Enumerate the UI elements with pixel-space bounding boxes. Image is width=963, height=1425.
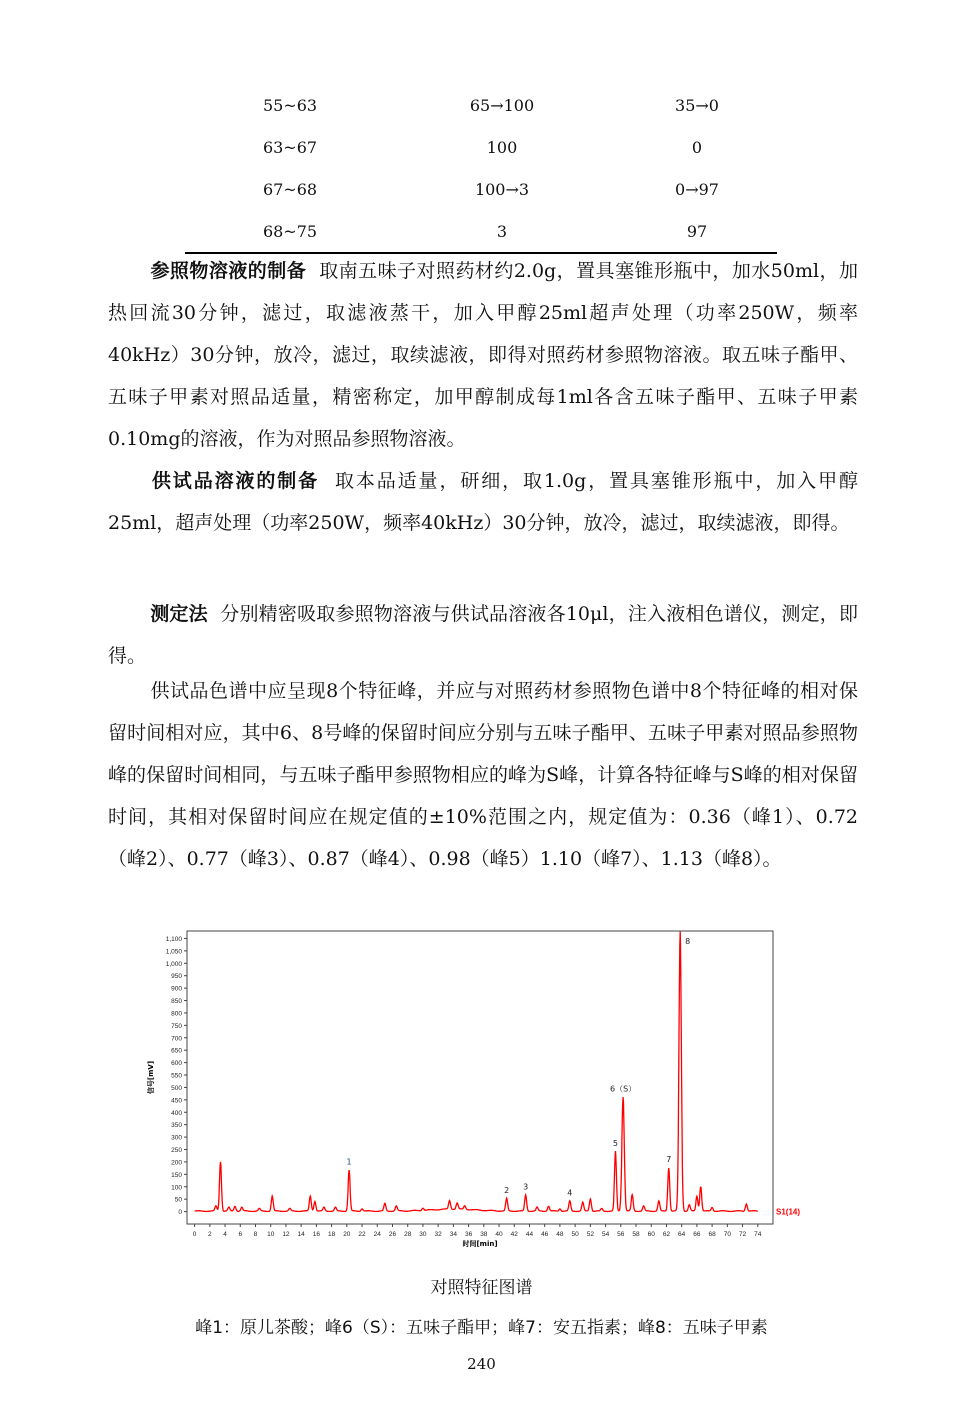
x-tick-label: 46 <box>541 1231 549 1238</box>
x-tick-label: 58 <box>632 1231 640 1238</box>
peak-label: 1 <box>346 1157 352 1167</box>
section-heading: 供试品溶液的制备 <box>150 470 320 492</box>
table-cell: 35→0 <box>675 96 719 115</box>
peak-label: 8 <box>685 937 691 947</box>
y-tick-label: 850 <box>171 998 182 1006</box>
y-tick-label: 350 <box>171 1122 182 1130</box>
x-tick-label: 4 <box>223 1231 227 1238</box>
x-tick-label: 64 <box>678 1231 686 1238</box>
x-tick-label: 48 <box>556 1231 564 1238</box>
x-tick-label: 44 <box>525 1231 534 1238</box>
x-tick-label: 62 <box>662 1231 671 1238</box>
section-test-solution <box>108 460 858 544</box>
section-text: 取南五味子对照药材约2.0g，置具塞锥形瓶中，加水50ml，加热回流30分钟，滤过，取滤液蒸干，加入甲醇25ml超声处理（功率250W，频率40kHz）30分钟，放冷，滤过，取续滤液，即得对照药材参照物溶液。取五味子酯甲、五味子甲素对照品适量，精密称定，加甲醇制成每1ml各含五味子酯甲、五味子甲素0.10mg的溶液，作为对照品参照物溶液。 <box>108 260 858 450</box>
y-tick-label: 700 <box>171 1035 182 1043</box>
x-tick-label: 32 <box>434 1231 442 1238</box>
table-cell: 0 <box>691 138 703 157</box>
x-tick-label: 0 <box>192 1231 197 1238</box>
y-tick-label: 400 <box>171 1109 182 1117</box>
y-tick-label: 950 <box>171 973 182 981</box>
y-tick-label: 0 <box>178 1209 182 1217</box>
section-text: 分别精密吸取参照物溶液与供试品溶液各10μl，注入液相色谱仪，测定，即得。 <box>108 603 858 667</box>
y-tick-label: 800 <box>171 1010 182 1018</box>
table-row <box>185 212 777 254</box>
x-tick-label: 10 <box>267 1231 275 1238</box>
y-tick-label: 100 <box>171 1184 182 1192</box>
table-cell: 55~63 <box>262 96 318 115</box>
peak-label: 7 <box>666 1155 672 1165</box>
figure-caption: 对照特征图谱 <box>430 1278 533 1298</box>
table-cell: 65→100 <box>469 96 535 115</box>
x-tick-label: 20 <box>343 1231 351 1238</box>
table-row <box>185 170 777 212</box>
x-tick-label: 60 <box>647 1231 655 1238</box>
table-cell: 63~67 <box>262 138 318 157</box>
x-tick-label: 26 <box>388 1231 397 1238</box>
x-tick-label: 6 <box>238 1231 243 1238</box>
table-cell: 97 <box>686 222 708 241</box>
x-tick-label: 52 <box>586 1231 594 1238</box>
x-tick-label: 74 <box>754 1231 762 1238</box>
x-tick-label: 14 <box>297 1231 305 1238</box>
peak-label: 4 <box>567 1188 573 1198</box>
y-tick-label: 1,050 <box>165 948 182 956</box>
y-tick-label: 50 <box>174 1196 182 1204</box>
x-tick-label: 24 <box>373 1231 381 1238</box>
x-tick-label: 34 <box>449 1231 457 1238</box>
y-tick-label: 450 <box>171 1097 182 1105</box>
y-tick-label: 500 <box>171 1084 182 1092</box>
x-tick-label: 8 <box>253 1231 258 1238</box>
x-tick-label: 70 <box>723 1231 731 1238</box>
section-text: 供试品色谱中应呈现8个特征峰，并应与对照药材参照物色谱中8个特征峰的相对保留时间相对应，其中6、8号峰的保留时间应分别与五味子酯甲、五味子甲素对照品参照物峰的保留时间相同，与五味子酯甲参照物相应的峰为S峰，计算各特征峰与S峰的相对保留时间，其相对保留时间应在规定值的±10%范围之内，规定值为：0.36（峰1）、0.72（峰2）、0.77（峰3）、0.87（峰4）、0.98（峰5）1.10（峰7）、1.13（峰8）。 <box>108 680 858 870</box>
section-heading: 测定法 <box>150 603 208 625</box>
section-heading: 参照物溶液的制备 <box>150 260 307 282</box>
y-tick-label: 250 <box>171 1147 182 1155</box>
figure-legend: 峰1：原儿茶酸；峰6（S）：五味子酯甲；峰7：安五指素；峰8：五味子甲素 <box>195 1318 768 1338</box>
x-tick-label: 22 <box>358 1231 366 1238</box>
x-tick-label: 12 <box>282 1231 290 1238</box>
y-tick-label: 900 <box>171 985 182 993</box>
x-tick-label: 18 <box>327 1231 336 1238</box>
y-tick-label: 200 <box>171 1159 182 1167</box>
x-tick-label: 2 <box>208 1231 212 1238</box>
x-tick-label: 54 <box>601 1231 610 1238</box>
peak-label: 5 <box>612 1138 619 1148</box>
table-cell: 68~75 <box>262 222 318 241</box>
plot-frame <box>187 931 773 1224</box>
chromatogram-chart <box>145 926 805 1256</box>
y-tick-label: 1,100 <box>165 935 182 943</box>
peak-label: 6（S） <box>609 1084 637 1094</box>
y-tick-label: 300 <box>171 1134 182 1142</box>
y-tick-label: 1,000 <box>165 960 182 968</box>
peak-label: 2 <box>504 1186 510 1196</box>
y-axis-label: 信号[mV] <box>147 1060 155 1095</box>
series-name-label: S1(14) <box>776 1207 801 1217</box>
x-tick-label: 28 <box>404 1231 412 1238</box>
x-tick-label: 50 <box>571 1231 579 1238</box>
y-tick-label: 750 <box>171 1022 182 1030</box>
table-cell: 100→3 <box>474 180 530 199</box>
page-number: 240 <box>467 1355 496 1373</box>
x-tick-label: 16 <box>312 1231 320 1238</box>
peak-label: 3 <box>523 1182 529 1192</box>
y-tick-label: 650 <box>171 1047 182 1055</box>
x-tick-label: 40 <box>495 1231 503 1238</box>
section-reference-solution <box>108 250 858 460</box>
gradient-table <box>185 86 777 254</box>
table-cell: 3 <box>496 222 508 241</box>
table-row <box>185 128 777 170</box>
x-tick-label: 72 <box>738 1231 747 1238</box>
x-tick-label: 42 <box>510 1231 518 1238</box>
x-tick-label: 36 <box>464 1231 473 1238</box>
x-axis-label: 时间[min] <box>462 1240 498 1248</box>
x-tick-label: 38 <box>480 1231 488 1238</box>
section-requirements <box>108 670 858 880</box>
x-tick-label: 56 <box>617 1231 625 1238</box>
table-cell: 100 <box>486 138 518 157</box>
section-method <box>108 593 858 677</box>
x-tick-label: 66 <box>693 1231 701 1238</box>
table-row <box>185 86 777 128</box>
y-tick-label: 150 <box>171 1171 182 1179</box>
x-tick-label: 30 <box>419 1231 427 1238</box>
series-line <box>195 932 758 1212</box>
table-cell: 0→97 <box>675 180 719 199</box>
y-tick-label: 600 <box>171 1060 182 1068</box>
y-tick-label: 550 <box>171 1072 182 1080</box>
table-cell: 67~68 <box>262 180 318 199</box>
x-tick-label: 68 <box>708 1231 716 1238</box>
section-text: 取本品适量，研细，取1.0g，置具塞锥形瓶中，加入甲醇25ml，超声处理（功率250W，频率40kHz）30分钟，放冷，滤过，取续滤液，即得。 <box>108 470 858 534</box>
